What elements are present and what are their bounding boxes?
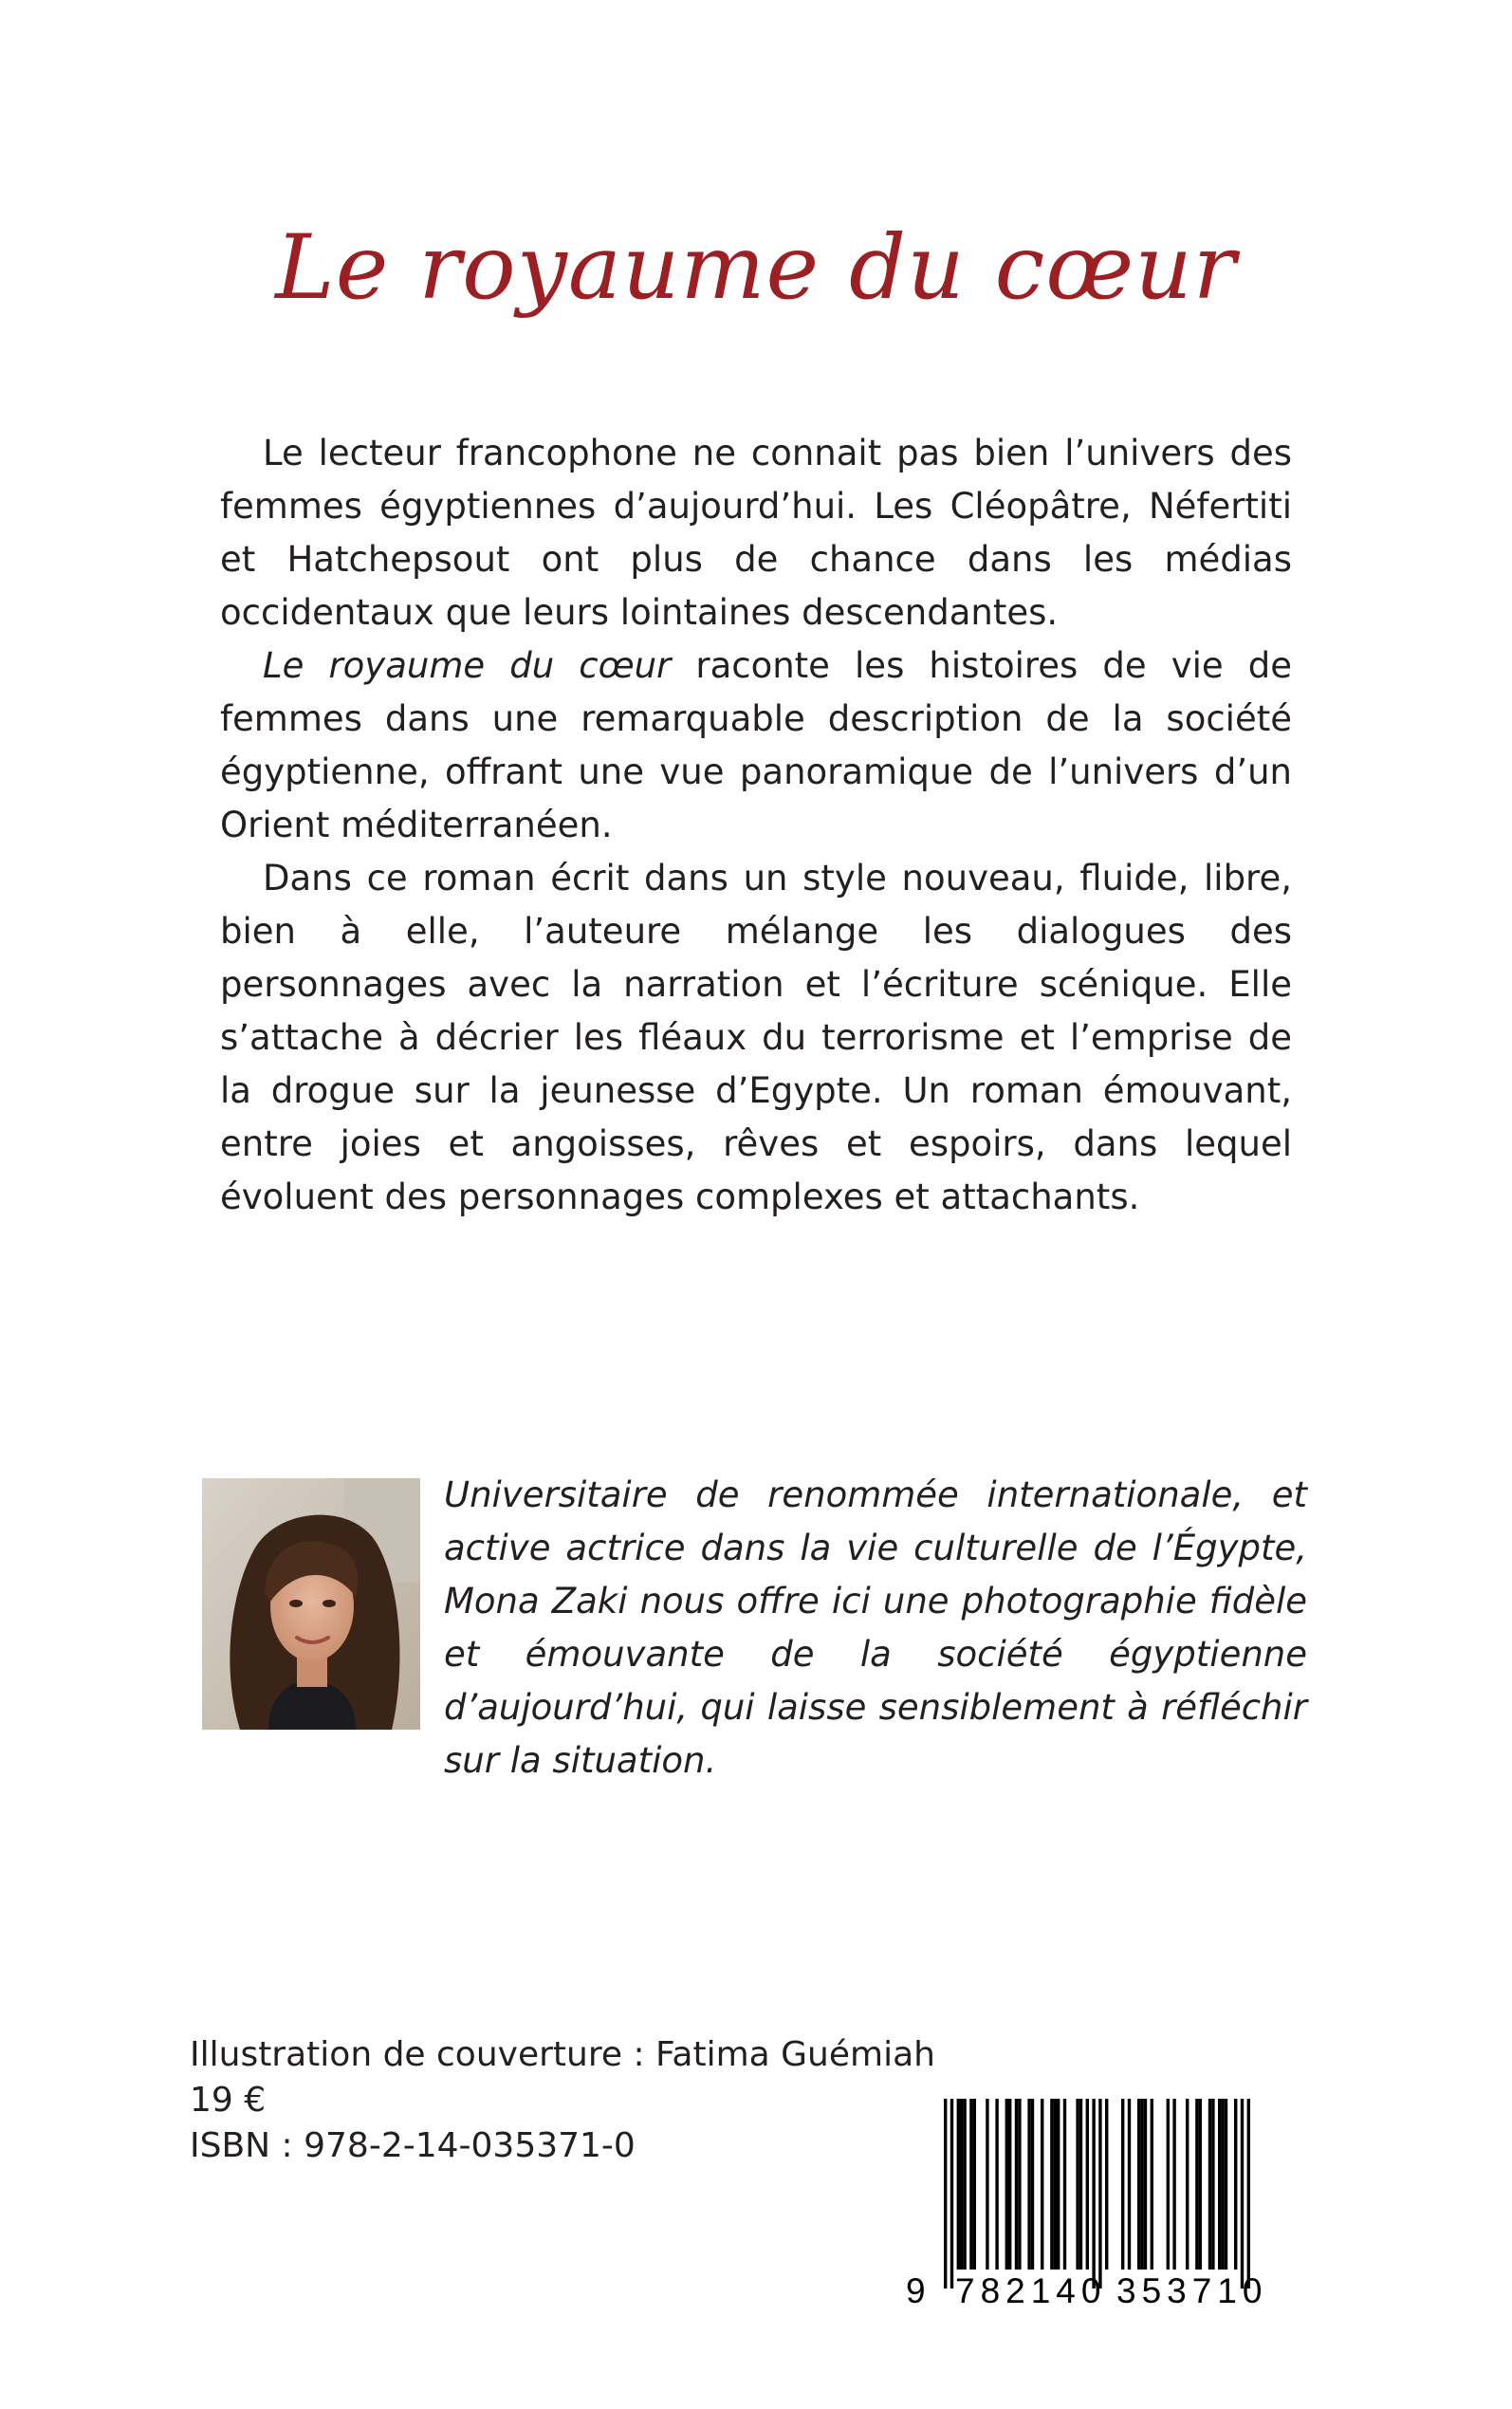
barcode-bar (1221, 2099, 1224, 2270)
barcode-bar (1063, 2099, 1066, 2270)
barcode-group-left: 782140 (955, 2271, 1107, 2310)
barcode-bar (1247, 2099, 1250, 2289)
barcode-bar (950, 2099, 953, 2289)
barcode-bar (969, 2099, 972, 2270)
barcode-bar (1079, 2099, 1082, 2270)
barcode-bar (1098, 2099, 1101, 2289)
barcode-bar (995, 2099, 998, 2270)
barcode-bar (1050, 2099, 1053, 2270)
barcode-bar (1241, 2099, 1244, 2289)
barcode-bar (1195, 2099, 1198, 2270)
barcode-bar (1018, 2099, 1021, 2270)
barcode-bar (1031, 2099, 1034, 2270)
barcode-bar (1218, 2099, 1221, 2270)
barcode-bar (963, 2099, 966, 2270)
blurb-paragraph-1: Le lecteur francophone ne connait pas bien l’univers des femmes égyptiennes d’aujourd’hui. Les Cléopâtre, Néfertiti et Hatchepsout ont plus de chance dans les médias occidentaux que leurs lointaines descendantes. (220, 433, 1292, 633)
blurb-title-reference: Le royaume du cœur (263, 645, 672, 686)
barcode-bar (1057, 2099, 1060, 2270)
blurb-paragraph-2-text: raconte les histoires de vie de femmes dans une remarquable description de la société égyptienne, offrant une vue panoramique de l’univers d’un Orient méditerranéen. (220, 645, 1292, 845)
barcode-bar (1211, 2099, 1214, 2270)
barcode-bar (1151, 2099, 1153, 2270)
barcode-bar (1027, 2099, 1030, 2270)
illustration-credit: Illustration de couverture : Fatima Guémiah (190, 2035, 935, 2074)
barcode-bar (1105, 2099, 1108, 2270)
book-price: 19 € (190, 2081, 267, 2120)
barcode-digits (906, 2271, 1285, 2319)
isbn-barcode (906, 2099, 1285, 2319)
author-bio: Universitaire de renommée internationale, et active actrice dans la vie culturelle de l’Égypte, Mona Zaki nous offre ici une photographie fidèle et émouvante de la société égyptienne d’aujourd’hui, qui laisse sensiblement à réfléchir sur la situation. (444, 1474, 1307, 1781)
book-blurb (220, 427, 1292, 1224)
credits-block (190, 2032, 935, 2169)
barcode-bar (1208, 2099, 1211, 2270)
blurb-paragraph-3: Dans ce roman écrit dans un style nouveau, fluide, libre, bien à elle, l’auteure mélange les dialogues des personnages avec la narration et l’écriture scénique. Elle s’attache à décrier les fléaux du terrorisme et l’emprise de la drogue sur la jeunesse d’Egypte. Un roman émouvant, entre joies et angoisses, rêves et espoirs, dans lequel évoluent des personnages complexes et attachants. (220, 858, 1292, 1217)
barcode-bar (1008, 2099, 1011, 2270)
barcode-bar (1086, 2099, 1089, 2270)
barcode-group-right: 353710 (1116, 2271, 1268, 2310)
barcode-bar (1140, 2099, 1143, 2270)
barcode-bar (1137, 2099, 1140, 2270)
barcode-bar (1167, 2099, 1170, 2270)
barcode-digit-first: 9 (906, 2271, 926, 2310)
barcode-bar (944, 2099, 947, 2289)
isbn-number: ISBN : 978-2-14-035371-0 (190, 2126, 636, 2165)
blurb-paragraph-2 (220, 639, 1292, 852)
barcode-bar (1005, 2099, 1008, 2270)
barcode-bar (1121, 2099, 1124, 2270)
barcode-bar (1015, 2099, 1018, 2270)
barcode-bar (957, 2099, 960, 2270)
barcode-bar (960, 2099, 963, 2270)
barcode-bar (1199, 2099, 1202, 2270)
barcode-bar (1076, 2099, 1079, 2270)
barcode-bar (986, 2099, 988, 2270)
book-title: Le royaume du cœur (275, 216, 1237, 320)
barcode-bar (1092, 2099, 1095, 2289)
barcode-bar (1144, 2099, 1147, 2270)
barcode-bar (1054, 2099, 1057, 2270)
barcode-bar (1225, 2099, 1227, 2270)
barcode-bar (1128, 2099, 1131, 2270)
barcode-bar (1041, 2099, 1043, 2270)
barcode-bar (1186, 2099, 1189, 2270)
barcode-bar (973, 2099, 976, 2270)
barcode-bar (1172, 2099, 1175, 2270)
author-photo (202, 1478, 420, 1730)
barcode-bar (1234, 2099, 1237, 2270)
